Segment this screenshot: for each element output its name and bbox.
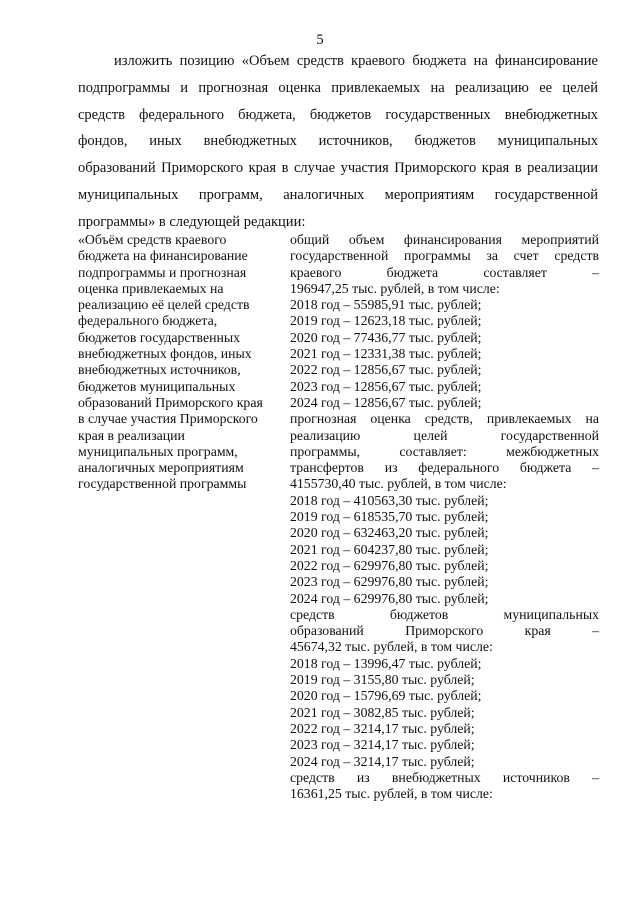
intro-line: муниципальных программ, аналогичных мероприятиям государственной <box>78 186 598 203</box>
right-column-line: 2019 год – 618535,70 тыс. рублей; <box>290 509 489 525</box>
right-column-line: 2020 год – 632463,20 тыс. рублей; <box>290 525 489 541</box>
right-column-line: программы, составляет: межбюджетных <box>290 443 599 459</box>
right-column-line: 2024 год – 629976,80 тыс. рублей; <box>290 590 489 606</box>
left-column-line: образований Приморского края <box>78 394 263 410</box>
left-column-line: края в реализации <box>78 427 185 443</box>
right-column-line: 2018 год – 13996,47 тыс. рублей; <box>290 655 482 671</box>
intro-line: программы» в следующей редакции: <box>78 213 306 230</box>
right-column-line: 2022 год – 12856,67 тыс. рублей; <box>290 362 482 378</box>
right-column-line: 4155730,40 тыс. рублей, в том числе: <box>290 476 507 492</box>
right-column-line: образований Приморского края – <box>290 623 599 639</box>
left-column-line: подпрограммы и прогнозная <box>78 264 247 280</box>
right-column-line: общий объем финансирования мероприятий <box>290 232 599 247</box>
left-column-line: бюджетов государственных <box>78 329 241 345</box>
left-column-line: реализацию её целей средств <box>78 297 250 313</box>
right-column-line: 2019 год – 12623,18 тыс. рублей; <box>290 313 482 329</box>
right-column-line: 2024 год – 3214,17 тыс. рублей; <box>290 753 475 769</box>
right-column-line: 2022 год – 3214,17 тыс. рублей; <box>290 720 475 736</box>
intro-line: подпрограммы и прогнозная оценка привлекаемых на реализацию ее целей <box>78 79 598 96</box>
right-column-line: 196947,25 тыс. рублей, в том числе: <box>290 280 500 296</box>
page-number: 5 <box>316 32 324 48</box>
left-column-line: в случае участия Приморского <box>78 411 258 427</box>
right-column-line: 2018 год – 410563,30 тыс. рублей; <box>290 492 489 508</box>
intro-line: изложить позицию «Объем средств краевого бюджета на финансирование <box>114 53 598 69</box>
left-column-line: бюджета на финансирование <box>78 248 248 264</box>
left-column-line: «Объём средств краевого <box>78 232 227 247</box>
right-column-line: трансфертов из федерального бюджета – <box>290 460 599 476</box>
right-column-line: 2022 год – 629976,80 тыс. рублей; <box>290 557 489 573</box>
right-column-line: 16361,25 тыс. рублей, в том числе: <box>290 786 493 802</box>
left-column-line: государственной программы <box>78 476 247 492</box>
right-column-line: 2021 год – 3082,85 тыс. рублей; <box>290 704 475 720</box>
right-column-line: 2024 год – 12856,67 тыс. рублей; <box>290 394 482 410</box>
intro-line: образований Приморского края в случае участия Приморского края в реализации <box>78 160 598 177</box>
right-column-line: 2018 год – 55985,91 тыс. рублей; <box>290 297 482 313</box>
intro-line: средств федерального бюджета, бюджетов государственных внебюджетных <box>78 106 598 123</box>
left-column-line: бюджетов муниципальных <box>78 378 236 394</box>
intro-paragraph <box>78 48 598 236</box>
right-column-line: государственной программы за счет средств <box>290 248 599 264</box>
passport-left-column <box>78 232 278 493</box>
right-column-line: реализацию целей государственной <box>290 427 599 443</box>
left-column-line: аналогичных мероприятиям <box>78 460 244 476</box>
right-column-line: краевого бюджета составляет – <box>290 264 599 280</box>
right-column-line: средств из внебюджетных источников – <box>290 769 599 785</box>
right-column-line: 2021 год – 604237,80 тыс. рублей; <box>290 541 489 557</box>
right-column-line: 2021 год – 12331,38 тыс. рублей; <box>290 346 482 362</box>
right-column-line: 45674,32 тыс. рублей, в том числе: <box>290 639 493 655</box>
left-column-line: муниципальных программ, <box>78 443 238 459</box>
right-column-line: средств бюджетов муниципальных <box>290 606 599 622</box>
left-column-line: внебюджетных источников, <box>78 362 241 378</box>
right-column-line: 2020 год – 15796,69 тыс. рублей; <box>290 688 482 704</box>
right-column-line: 2023 год – 12856,67 тыс. рублей; <box>290 378 482 394</box>
right-column-line: 2023 год – 629976,80 тыс. рублей; <box>290 574 489 590</box>
passport-right-column <box>290 232 599 802</box>
right-column-line: 2019 год – 3155,80 тыс. рублей; <box>290 672 475 688</box>
right-column-line: прогнозная оценка средств, привлекаемых на <box>290 411 599 427</box>
right-column-line: 2020 год – 77436,77 тыс. рублей; <box>290 329 482 345</box>
left-column-line: внебюджетных фондов, иных <box>78 346 252 362</box>
left-column-line: федерального бюджета, <box>78 313 218 329</box>
left-column-line: оценка привлекаемых на <box>78 280 224 296</box>
right-column-line: 2023 год – 3214,17 тыс. рублей; <box>290 737 475 753</box>
intro-line: фондов, иных внебюджетных источников, бюджетов муниципальных <box>78 133 598 150</box>
